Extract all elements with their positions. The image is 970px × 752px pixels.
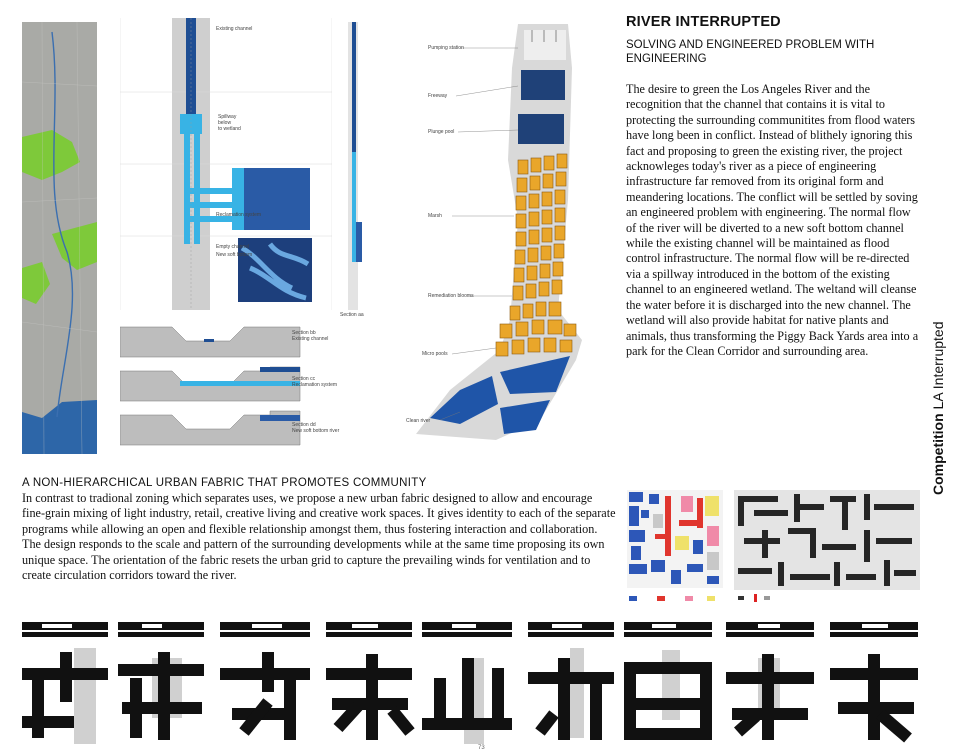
label-section-aa: Section aa [340,312,364,318]
label-plunge: Plunge pool [428,129,455,135]
side-label-rest: LA Interrupted [930,321,946,414]
label-marsh: Marsh [428,213,442,219]
page-title: RIVER INTERRUPTED [626,14,781,30]
label-sec-d1: Section dd [292,422,316,428]
label-sec-b1: Section bb [292,330,316,336]
label-empty-channel: Empty channel [216,244,250,250]
label-freeway: Freeway [428,93,448,99]
label-sec-d2: New soft bottom river [292,428,340,434]
page-subtitle: SOLVING AND ENGINEERED PROBLEM WITH ENGINEERING [626,39,875,65]
label-sec-c1: Section cc [292,376,316,382]
label-spillway-2: below [218,120,232,126]
page-number: 73 [478,745,485,751]
aerial-map [22,22,97,454]
label-soft-bottom: New soft bottom [216,252,253,258]
urban-fabric-bw-map [734,490,920,606]
label-sec-c2: Reclamation system [292,382,338,388]
channel-plan-diagram [120,18,332,310]
label-pumping: Pumping station [428,45,464,51]
body-paragraph: The desire to green the Los Angeles River and the recognition that the channel that contains it is vital to protecting the surrounding communitites from flood waters have long been in conflict. Instead of blithely ignoring this fact and proposing to green the existing river, the project acknowleges today's river as a piece of engineering infrastructure far removed from its original form and meandering locations. The conflict will be settled by soving an engineered problem with engineering. The normal flow of the river will be diverted to a new soft bottom channel while the existing channel will be maintained as flood control infrastructure. The normal flow will be re-directed via a spillway introduced in the bottom of the existing channel to an engineered wetland. The weltand will cleanse the water before it is discharged into the new channel. The wetland will also provide habitat for native plants and animals, thus transforming the Piggy Back Yards area into a park for the Clean Corridor and surrounding area. [626,82,919,358]
wetland-plan [400,20,610,440]
label-clean-river: Clean river [406,418,431,424]
channel-plan-graphic [120,18,332,310]
label-spillway: Spillway [218,114,237,120]
side-label [930,235,952,495]
section2-heading: A NON-HIERARCHICAL URBAN FABRIC THAT PROMOTES COMMUNITY [22,477,427,489]
urban-fabric-program-map [627,490,723,610]
side-label-bold: Competition [930,413,946,495]
label-spillway-3: to wetland [218,126,241,132]
label-sec-b2: Existing channel [292,336,329,342]
label-reclamation: Reclamation system [216,212,262,218]
fabric-elevations-and-plans [22,618,920,744]
label-existing-channel: Existing channel [216,26,253,32]
section2-body: In contrast to tradional zoning which separates uses, we propose a new urban fabric designed to allow and encourage fine-grain mixing of light industry, retail, creative living and creative work spaces. It gives identity to each of the separate programs while allowing an open and flexible relationship amongst them, thus fostering interaction and collaboration. The design responds to the scale and pattern of the surrounding developments while at the same time proposing its own unique space. The orientation of the fabric resets the urban grid to capture the prevailing winds for ventilation and to create circulation corridors toward the river. [22,491,616,583]
label-remediation: Remediation blooms [428,293,474,299]
label-micro: Micro pools [422,351,448,357]
section-aa-graphic [338,22,372,314]
